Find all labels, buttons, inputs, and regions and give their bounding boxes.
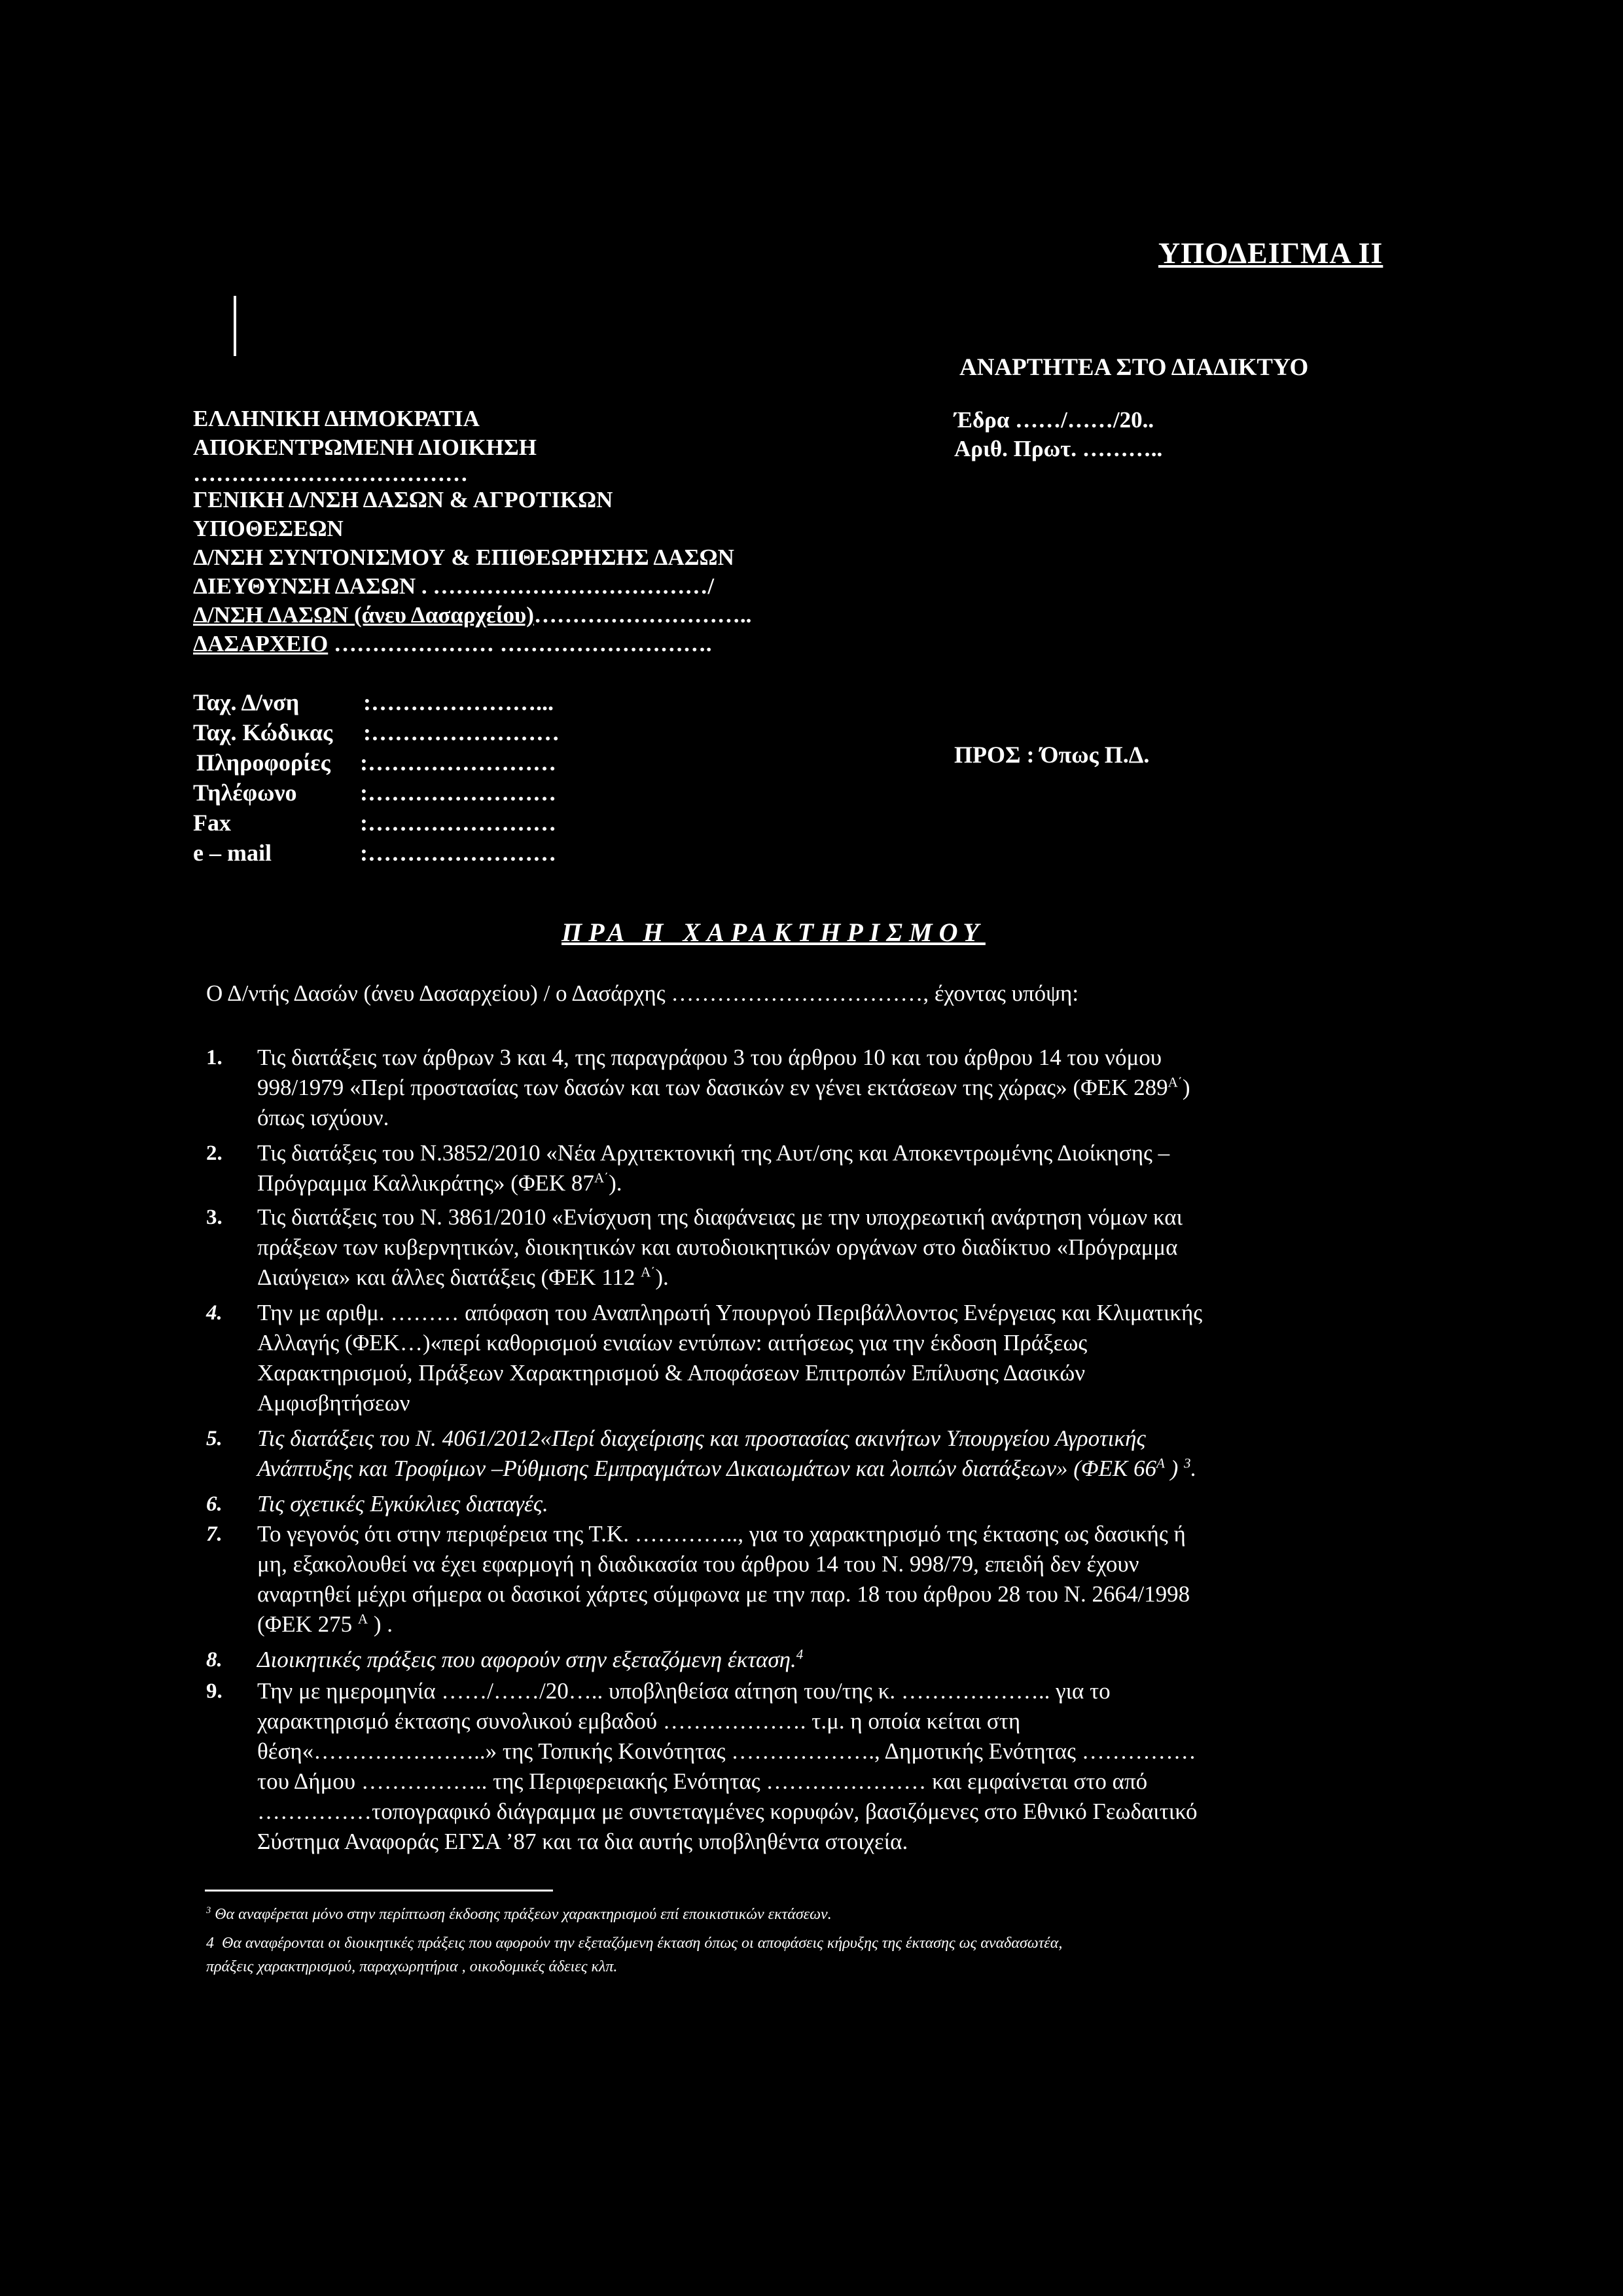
reference-protocol-number: Αριθ. Πρωτ. ……….. bbox=[954, 436, 1163, 461]
forest-dept-dots: ……………………….. bbox=[533, 602, 752, 628]
contact-label-fax: Fax bbox=[193, 810, 231, 836]
superscript-a: Α΄ bbox=[594, 1170, 609, 1186]
forest-dept-label: Δ/ΝΣΗ ΔΑΣΩΝ (άνευ Δασαρχείου) bbox=[193, 602, 534, 628]
footnote-marker: 4 bbox=[206, 1935, 214, 1952]
item-7-line-3: αναρτηθεί μέχρι σήμερα οι δασικοί χάρτες σύμφωνα με την παρ. 18 του άρθρου 28 του Ν. 2664/1998 bbox=[257, 1581, 1190, 1607]
item-number: 8. bbox=[206, 1648, 223, 1672]
item-4-line-3: Χαρακτηρισμού, Πράξεων Χαρακτηρισμού & Αποφάσεων Επιτροπών Επίλυσης Δασικών bbox=[257, 1360, 1086, 1386]
item-4-line-2: Αλλαγής (ΦΕΚ…)«περί καθορισμού ενιαίων εντύπων: αιτήσεως για την έκδοση Πράξεως bbox=[257, 1330, 1088, 1355]
item-number: 6. bbox=[206, 1492, 223, 1516]
intro-sentence: Ο Δ/ντής Δασών (άνευ Δασαρχείου) / ο Δασάρχης ……………………………, έχοντας υπόψη: bbox=[206, 980, 1079, 1006]
contact-value-phone: :…………………… bbox=[360, 780, 556, 806]
contact-label-phone: Τηλέφωνο bbox=[193, 780, 297, 806]
item-number: 2. bbox=[206, 1141, 223, 1165]
item-3-line-2: πράξεων των κυβερνητικών, διοικητικών και αυτοδιοικητικών οργάνων στο διαδίκτυο «Πρόγραμμα bbox=[257, 1234, 1178, 1260]
footnote-4-continued: πράξεις χαρακτηρισμού, παραχωρητήρια , οικοδομικές άδειες κλπ. bbox=[206, 1958, 618, 1975]
reference-seat-date: Έδρα ……/……/20.. bbox=[954, 407, 1154, 433]
item-5-line-2: Ανάπτυξης και Τροφίμων –Ρύθμισης Εμπραγμάτων Δικαιωμάτων και λοιπών διατάξεων» (ΦΕΚ $66^A$ ) $^3$. bbox=[257, 1455, 1197, 1481]
item-6-line-1: Τις σχετικές Εγκύκλιες διαταγές. bbox=[257, 1491, 548, 1516]
contact-label-postcode: Ταχ. Κώδικας bbox=[193, 719, 333, 745]
item-2-line-1: Τις διατάξεις του Ν.3852/2010 «Νέα Αρχιτεκτονική της Αυτ/σης και Αποκεντρωμένης Διοίκησης – bbox=[257, 1140, 1170, 1166]
item-number: 9. bbox=[206, 1679, 223, 1703]
item-9-line-3: θέση«…………………..» της Τοπικής Κοινότητας ………………., Δημοτικής Ενότητας …………… bbox=[257, 1738, 1196, 1764]
footnote-reference: 4 bbox=[796, 1646, 804, 1662]
document-title: ΠΡΑ Η ΧΑΡΑΚΤΗΡΙΣΜΟΥ bbox=[562, 918, 986, 947]
footnote-reference: 3 bbox=[1184, 1455, 1191, 1471]
item-number: 7. bbox=[206, 1522, 223, 1546]
item-number: 5. bbox=[206, 1427, 223, 1450]
item-1-line-2: 998/1979 «Περί προστασίας των δασών και των δασικών εν γένει εκτάσεων της χώρας» (ΦΕΚ $289^{A΄}$) bbox=[257, 1074, 1190, 1100]
item-number: 3. bbox=[206, 1206, 223, 1229]
contact-label-information: Πληροφορίες bbox=[196, 749, 330, 776]
item-9-line-6: Σύστημα Αναφοράς ΕΓΣΑ ’87 και τα δια αυτής υποβληθέντα στοιχεία. bbox=[257, 1829, 908, 1854]
header-line-affairs: ΥΠΟΘΕΣΕΩΝ bbox=[193, 516, 344, 541]
contact-value-fax: :…………………… bbox=[360, 810, 556, 836]
item-4-line-1: Την με αριθμ. ……… απόφαση του Αναπληρωτή Υπουργού Περιβάλλοντος Ενέργειας και Κλιματικής bbox=[257, 1300, 1203, 1325]
footnote-3: $^3$ Θα αναφέρεται μόνο στην περίπτωση έκδοσης πράξεων χαρακτηρισμού επί εποικιστικών εκτάσεων. bbox=[206, 1905, 832, 1923]
item-number: 1. bbox=[206, 1046, 223, 1069]
contact-value-address: :…………………... bbox=[363, 689, 554, 715]
item-9-line-4: του Δήμου …………….. της Περιφερειακής Ενότητας ………………… και εμφαίνεται στο από bbox=[257, 1768, 1148, 1794]
header-line-general-directorate: ΓΕΝΙΚΗ Δ/ΝΣΗ ΔΑΣΩΝ & ΑΓΡΟΤΙΚΩΝ bbox=[193, 487, 613, 512]
forest-office-label: ΔΑΣΑΡΧΕΙΟ bbox=[193, 631, 329, 656]
contact-label-address: Ταχ. Δ/νση bbox=[193, 689, 300, 715]
footnote-separator bbox=[205, 1890, 553, 1892]
item-7-line-1: Το γεγονός ότι στην περιφέρεια της Τ.Κ. ………….., για το χαρακτηρισμό της έκτασης ως δασικής ή bbox=[257, 1521, 1186, 1547]
item-7-line-2: μη, εξακολουθεί να έχει εφαρμογή η διαδικασία του άρθρου 14 του Ν. 998/79, επειδή δεν έχουν bbox=[257, 1551, 1139, 1577]
header-line-republic: ΕΛΛΗΝΙΚΗ ΔΗΜΟΚΡΑΤΙΑ bbox=[193, 406, 480, 431]
item-5-line-1: Τις διατάξεις του Ν. 4061/2012«Περί διαχείρισης και προστασίας ακινήτων Υπουργείου Αγροτικής bbox=[257, 1426, 1146, 1451]
contact-value-email: :…………………… bbox=[360, 840, 556, 866]
margin-tick bbox=[234, 348, 235, 356]
item-9-line-2: χαρακτηρισμό έκτασης συνολικού εμβαδού ………………. τ.μ. η οποία κείται στη bbox=[257, 1708, 1021, 1734]
item-7-line-4: (ΦΕΚ 275 $^A$ ) . bbox=[257, 1611, 393, 1637]
superscript-a: Α bbox=[357, 1611, 368, 1627]
item-3-line-3: Διαύγεια» και άλλες διατάξεις (ΦΕΚ 112 $^{A΄}$). bbox=[257, 1264, 669, 1290]
item-2-line-2: Πρόγραμμα Καλλικράτης» (ΦΕΚ $87^{A΄}$). bbox=[257, 1170, 622, 1196]
superscript-a: Α΄ bbox=[1168, 1074, 1183, 1090]
item-1-line-3: όπως ισχύουν. bbox=[257, 1105, 389, 1130]
item-8-line-1: Διοικητικές πράξεις που αφορούν στην εξεταζόμενη έκταση.$^4$ bbox=[257, 1646, 804, 1672]
forest-office-dots: ………………… ………………………. bbox=[328, 631, 712, 656]
item-1-line-1: Τις διατάξεις των άρθρων 3 και 4, της παραγράφου 3 του άρθρου 10 και του άρθρου 14 του νόμου bbox=[257, 1045, 1162, 1070]
superscript-a: Α bbox=[1156, 1455, 1165, 1471]
margin-mark bbox=[234, 296, 236, 356]
item-4-line-4: Αμφισβητήσεων bbox=[257, 1390, 410, 1416]
item-number: 4. bbox=[206, 1301, 223, 1325]
header-line-forest-directorate: ΔΙΕΥΘΥΝΣΗ ΔΑΣΩΝ . ………………………………/ bbox=[193, 573, 715, 599]
posting-notice: ΑΝΑΡΤΗΤΕΑ ΣΤΟ ΔΙΑΔΙΚΤΥΟ bbox=[959, 354, 1309, 381]
header-line-forest-dept bbox=[193, 601, 751, 630]
item-9-line-5: ……………τοπογραφικό διάγραμμα με συντεταγμένες κορυφών, βασιζόμενες στο Εθνικό Γεωδαιτικό bbox=[257, 1799, 1198, 1824]
footnote-4: 4 Θα αναφέρονται οι διοικητικές πράξεις που αφορούν την εξεταζόμενη έκταση όπως οι αποφάσεις κήρυξης της έκτασης ως αναδασωτέα, bbox=[206, 1935, 1063, 1952]
header-line-administration: ΑΠΟΚΕΝΤΡΩΜΕΝΗ ΔΙΟΙΚΗΣΗ bbox=[193, 435, 537, 460]
contact-value-postcode: :…………………… bbox=[363, 719, 560, 745]
item-3-line-1: Τις διατάξεις του Ν. 3861/2010 «Ενίσχυση της διαφάνειας με την υποχρεωτική ανάρτηση νόμων και bbox=[257, 1204, 1183, 1230]
recipient-line: ΠΡΟΣ : Όπως Π.Δ. bbox=[954, 742, 1150, 768]
contact-value-information: :…………………… bbox=[360, 749, 556, 776]
item-9-line-1: Την με ημερομηνία ……/……/20….. υποβληθείσα αίτηση του/της κ. ……………….. για το bbox=[257, 1678, 1111, 1704]
header-line-dots: ……………………………… bbox=[193, 461, 468, 486]
header-line-forest-office bbox=[193, 630, 711, 658]
superscript-a: Α΄ bbox=[641, 1264, 656, 1280]
header-line-coordination: Δ/ΝΣΗ ΣΥΝΤΟΝΙΣΜΟΥ & ΕΠΙΘΕΩΡΗΣΗΣ ΔΑΣΩΝ bbox=[193, 545, 734, 570]
footnote-marker: 3 bbox=[206, 1905, 211, 1916]
document-model-label: ΥΠΟΔΕΙΓΜΑ ΙΙ bbox=[1158, 236, 1383, 270]
contact-label-email: e – mail bbox=[193, 840, 272, 866]
